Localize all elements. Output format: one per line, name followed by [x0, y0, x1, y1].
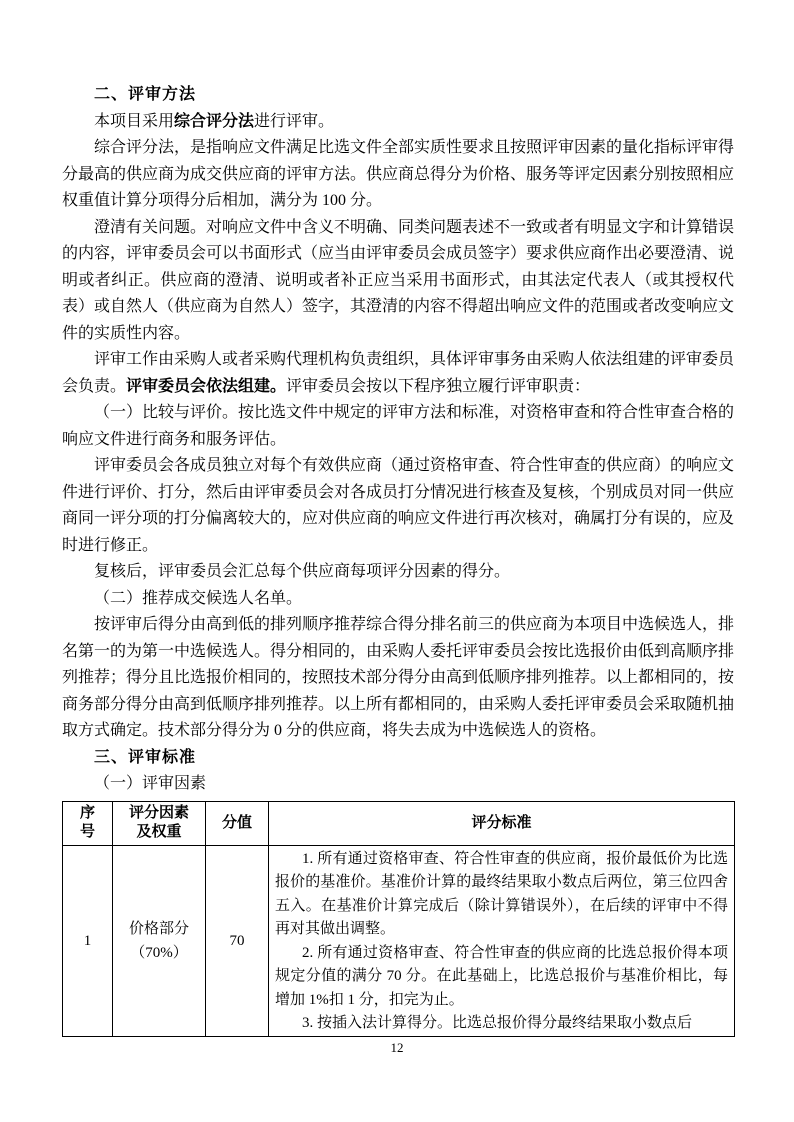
criteria-item-1: 1. 所有通过资格审查、符合性审查的供应商，报价最低价为比选报价的基准价。基准价计算的最终结果取小数点后两位，第三位四舍五入。在基准价计算完成后（除计算错误外），在后续的评审中不得再对其做出调整。: [275, 850, 728, 937]
col-header-seq-no: [63, 801, 113, 845]
criteria-item-2: 2. 所有通过资格审查、符合性审查的供应商的比选总报价得本项规定分值的满分 70 分。在此基础上，比选总报价与基准价相比，每增加 1%扣 1 分，扣完为止。: [275, 944, 728, 1008]
paragraph-scoring-process: 评审委员会各成员独立对每个有效供应商（通过资格审查、符合性审查的供应商）的响应文件进行评价、打分，然后由评审委员会对各成员打分情况进行核查及复核，个别成员对同一供应商同一评分项的打分偏离较大的，应对供应商的响应文件进行再次核对，确属打分有误的，应及时进行修正。: [62, 457, 735, 554]
paragraph-organization: [62, 347, 734, 400]
cell-criteria: [269, 845, 735, 1036]
section-heading-methods: 二、评审方法: [94, 86, 197, 103]
col-header-score-value-label: 分值: [221, 814, 252, 831]
paragraph-compare-evaluate: （一）比较与评价。按比选文件中规定的评审方法和标准，对资格审查和符合性审查合格的响应文件进行商务和服务评估。: [62, 404, 735, 448]
cell-factor-weight: [113, 845, 206, 1036]
text-run: 评审工作由采购人或者采购代理机构负责组织，具体评审事务由采购人依法组建的评审委员会负责。: [62, 351, 735, 395]
table-header-row: [63, 801, 735, 845]
section-heading-criteria: 三、评审标准: [94, 748, 197, 766]
page-number: 12: [390, 1040, 404, 1055]
paragraph-definition: 综合评分法，是指响应文件满足比选文件全部实质性要求且按照评审因素的量化指标评审得分最高的供应商为成交供应商的评审方法。供应商总得分为价格、服务等评定因素分别按照相应权重值计算分项得分后相加，满分为 100 分。: [62, 139, 735, 209]
table-row: [63, 845, 735, 1036]
evaluation-factors-table: [62, 801, 735, 1037]
paragraph-clarification: 澄清有关问题。对响应文件中含义不明确、同类问题表述不一致或者有明显文字和计算错误的内容，评审委员会可以书面形式（应当由评审委员会成员签字）要求供应商作出必要澄清、说明或者纠正。供应商的澄清、说明或者补正应当采用书面形式，由其法定代表人（或其授权代表）或自然人（供应商为自然人）签字，其澄清的内容不得超出响应文件的范围或者改变响应文件的实质性内容。: [62, 218, 735, 342]
criteria-item-3: 3. 按插入法计算得分。比选总报价得分最终结果取小数点后: [302, 1015, 693, 1031]
subsection-factors: （一）评审因素: [94, 775, 207, 792]
paragraph-method: [62, 109, 734, 136]
bold-emphasis-committee: 评审委员会依法组建。: [126, 377, 287, 395]
col-header-factor-weight: [113, 801, 206, 845]
col-header-score-value: [206, 801, 269, 845]
factor-weight: （70%）: [130, 944, 188, 961]
text-run: 进行评审。: [254, 112, 335, 130]
paragraph-recommend-title: （二）推荐成交候选人名单。: [94, 589, 303, 607]
col-header-factor-weight-label: 评分因素及权重: [128, 805, 189, 840]
text-run: 评审委员会按以下程序独立履行评审职责：: [286, 377, 591, 395]
cell-seq-no: 1: [63, 845, 113, 1036]
paragraph-recommend-rules: 按评审后得分由高到低的排列顺序推荐综合得分排名前三的供应商为本项目中选候选人，排名第一的为第一中选候选人。得分相同的，由采购人委托评审委员会按比选报价由低到高顺序排列推荐；得分且比选报价相同的，按照技术部分得分由高到低顺序排列推荐。以上都相同的，按商务部分得分由高到低顺序排列推荐。以上所有都相同的，由采购人委托评审委员会采取随机抽取方式确定。技术部分得分为 0 分的供应商，将失去成为中选候选人的资格。: [62, 616, 735, 739]
document-body: [62, 82, 734, 1037]
text-run: 本项目采用: [94, 112, 175, 130]
cell-score-value: 70: [206, 845, 269, 1036]
col-header-criteria: [269, 801, 735, 845]
bold-emphasis-method: 综合评分法: [174, 112, 255, 130]
col-header-criteria-label: 评分标准: [471, 814, 532, 831]
paragraph-score-summary: 复核后，评审委员会汇总每个供应商每项评分因素的得分。: [94, 563, 511, 580]
col-header-seq-no-label: 序号: [79, 805, 95, 840]
factor-name: 价格部分: [128, 920, 189, 937]
